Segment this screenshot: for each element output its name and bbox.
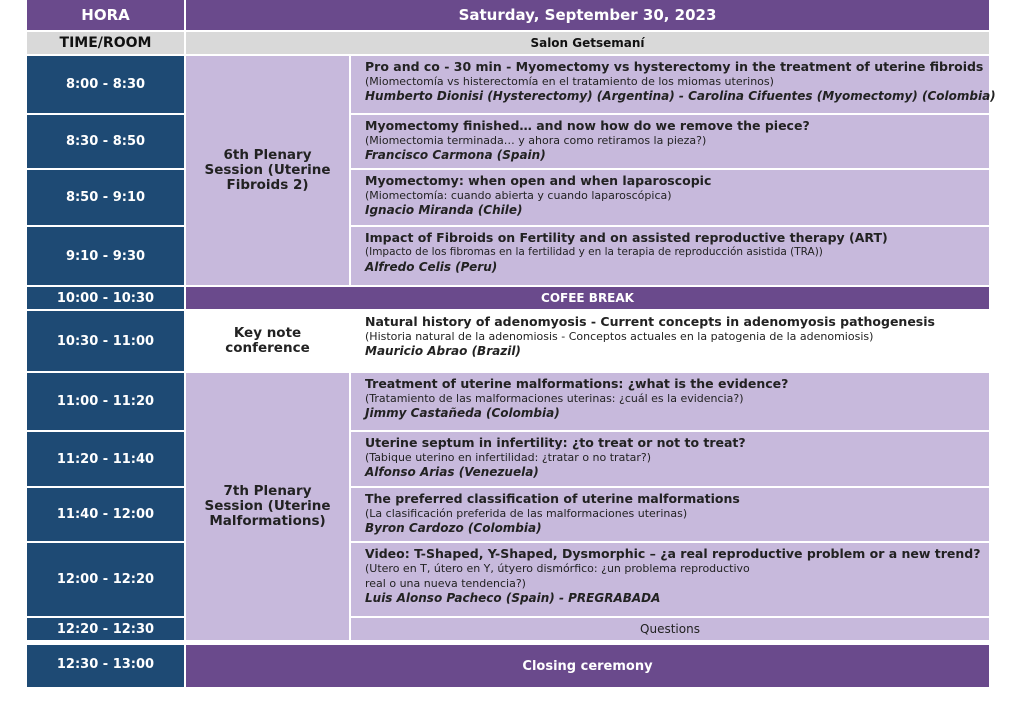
questions-cell: Questions bbox=[351, 618, 989, 640]
talk-title: Uterine septum in infertility: ¿to treat or not to treat? bbox=[365, 435, 746, 450]
talk-subtitle: (Miomectomía: cuando abierta y cuando laparoscópica) bbox=[365, 189, 672, 202]
talk-subtitle: (Tabique uterino en infertilidad: ¿tratar o no tratar?) bbox=[365, 451, 652, 464]
time-cell: 8:50 - 9:10 bbox=[27, 170, 184, 225]
session-7-cell bbox=[186, 373, 349, 640]
talk-subtitle: (Impacto de los fibromas en la fertilidad y en la terapia de reproducción asistida (TRA)) bbox=[365, 246, 823, 258]
talk-title: The preferred classification of uterine malformations bbox=[365, 491, 740, 506]
talk-speaker: Alfonso Arias (Venezuela) bbox=[365, 465, 539, 479]
time-cell: 10:30 - 11:00 bbox=[27, 311, 184, 371]
talk-cell bbox=[351, 170, 989, 225]
talk-speaker: Byron Cardozo (Colombia) bbox=[365, 521, 542, 535]
talk-speaker: Humberto Dionisi (Hysterectomy) (Argentina) - Carolina Cifuentes (Myomectomy) (Colombia) bbox=[365, 89, 996, 103]
keynote-cell bbox=[186, 311, 349, 371]
talk-cell bbox=[351, 488, 989, 541]
talk-cell bbox=[351, 56, 996, 113]
time-room-header bbox=[27, 32, 184, 54]
talk-speaker: Mauricio Abrao (Brazil) bbox=[365, 344, 521, 358]
talk-cell bbox=[351, 115, 989, 168]
hora-label: HORA bbox=[81, 6, 130, 24]
talk-cell bbox=[351, 311, 989, 371]
talk-title: Treatment of uterine malformations: ¿what is the evidence? bbox=[365, 376, 789, 391]
time-cell: 11:40 - 12:00 bbox=[27, 488, 184, 541]
talk-speaker: Alfredo Celis (Peru) bbox=[365, 260, 498, 274]
keynote-label: Key note conference bbox=[225, 325, 310, 356]
time-cell: 8:00 - 8:30 bbox=[27, 56, 184, 113]
date-label: Saturday, September 30, 2023 bbox=[458, 6, 717, 24]
talk-cell bbox=[351, 543, 989, 616]
talk-cell bbox=[351, 373, 989, 430]
hora-header bbox=[27, 0, 184, 30]
session-6-cell bbox=[186, 56, 349, 285]
talk-title: Natural history of adenomyosis - Current concepts in adenomyosis pathogenesis bbox=[365, 314, 935, 329]
talk-subtitle: (La clasificación preferida de las malformaciones uterinas) bbox=[365, 507, 688, 520]
talk-cell bbox=[351, 227, 989, 285]
session-7-label: 7th Plenary Session (Uterine Malformations) bbox=[204, 483, 331, 529]
time-cell: 9:10 - 9:30 bbox=[27, 227, 184, 285]
time-cell: 8:30 - 8:50 bbox=[27, 115, 184, 168]
questions-time-cell: 12:20 - 12:30 bbox=[27, 618, 184, 640]
break-time-cell: 10:00 - 10:30 bbox=[27, 287, 184, 309]
talk-speaker: Luis Alonso Pacheco (Spain) - PREGRABADA bbox=[365, 591, 661, 605]
talk-subtitle: (Miomectomia terminada… y ahora como retiramos la pieza?) bbox=[365, 134, 707, 147]
talk-cell bbox=[351, 432, 989, 486]
room-label: Salon Getsemaní bbox=[530, 36, 645, 50]
date-header bbox=[186, 0, 989, 30]
talk-speaker: Jimmy Castañeda (Colombia) bbox=[365, 406, 560, 420]
closing-time-cell: 12:30 - 13:00 bbox=[27, 645, 184, 687]
talk-title: Impact of Fibroids on Fertility and on assisted reproductive therapy (ART) bbox=[365, 230, 888, 245]
talk-subtitle-continued: real o una nueva tendencia?) bbox=[365, 577, 526, 590]
time-cell: 11:20 - 11:40 bbox=[27, 432, 184, 486]
talk-speaker: Ignacio Miranda (Chile) bbox=[365, 203, 523, 217]
talk-title: Video: T-Shaped, Y-Shaped, Dysmorphic – ¿a real reproductive problem or a new trend? bbox=[365, 546, 981, 561]
talk-speaker: Francisco Carmona (Spain) bbox=[365, 148, 546, 162]
talk-subtitle: (Utero en T, útero en Y, útyero dismórfico: ¿un problema reproductivo bbox=[365, 562, 750, 575]
room-header bbox=[186, 32, 989, 54]
talk-title: Myomectomy finished… and now how do we remove the piece? bbox=[365, 118, 810, 133]
closing-ceremony-banner: Closing ceremony bbox=[186, 645, 989, 687]
session-6-label: 6th Plenary Session (Uterine Fibroids 2) bbox=[204, 147, 331, 193]
time-cell: 11:00 - 11:20 bbox=[27, 373, 184, 430]
time-cell: 12:00 - 12:20 bbox=[27, 543, 184, 616]
time-room-label: TIME/ROOM bbox=[59, 35, 152, 51]
talk-title: Myomectomy: when open and when laparoscopic bbox=[365, 173, 712, 188]
talk-subtitle: (Miomectomía vs histerectomía en el tratamiento de los miomas uterinos) bbox=[365, 75, 774, 88]
talk-title: Pro and co - 30 min - Myomectomy vs hysterectomy in the treatment of uterine fibroids bbox=[365, 59, 984, 74]
coffee-break-banner: COFEE BREAK bbox=[186, 287, 989, 309]
talk-subtitle: (Tratamiento de las malformaciones uterinas: ¿cuál es la evidencia?) bbox=[365, 392, 744, 405]
talk-subtitle: (Historia natural de la adenomiosis - Conceptos actuales en la patogenia de la adenomiosis) bbox=[365, 330, 874, 343]
